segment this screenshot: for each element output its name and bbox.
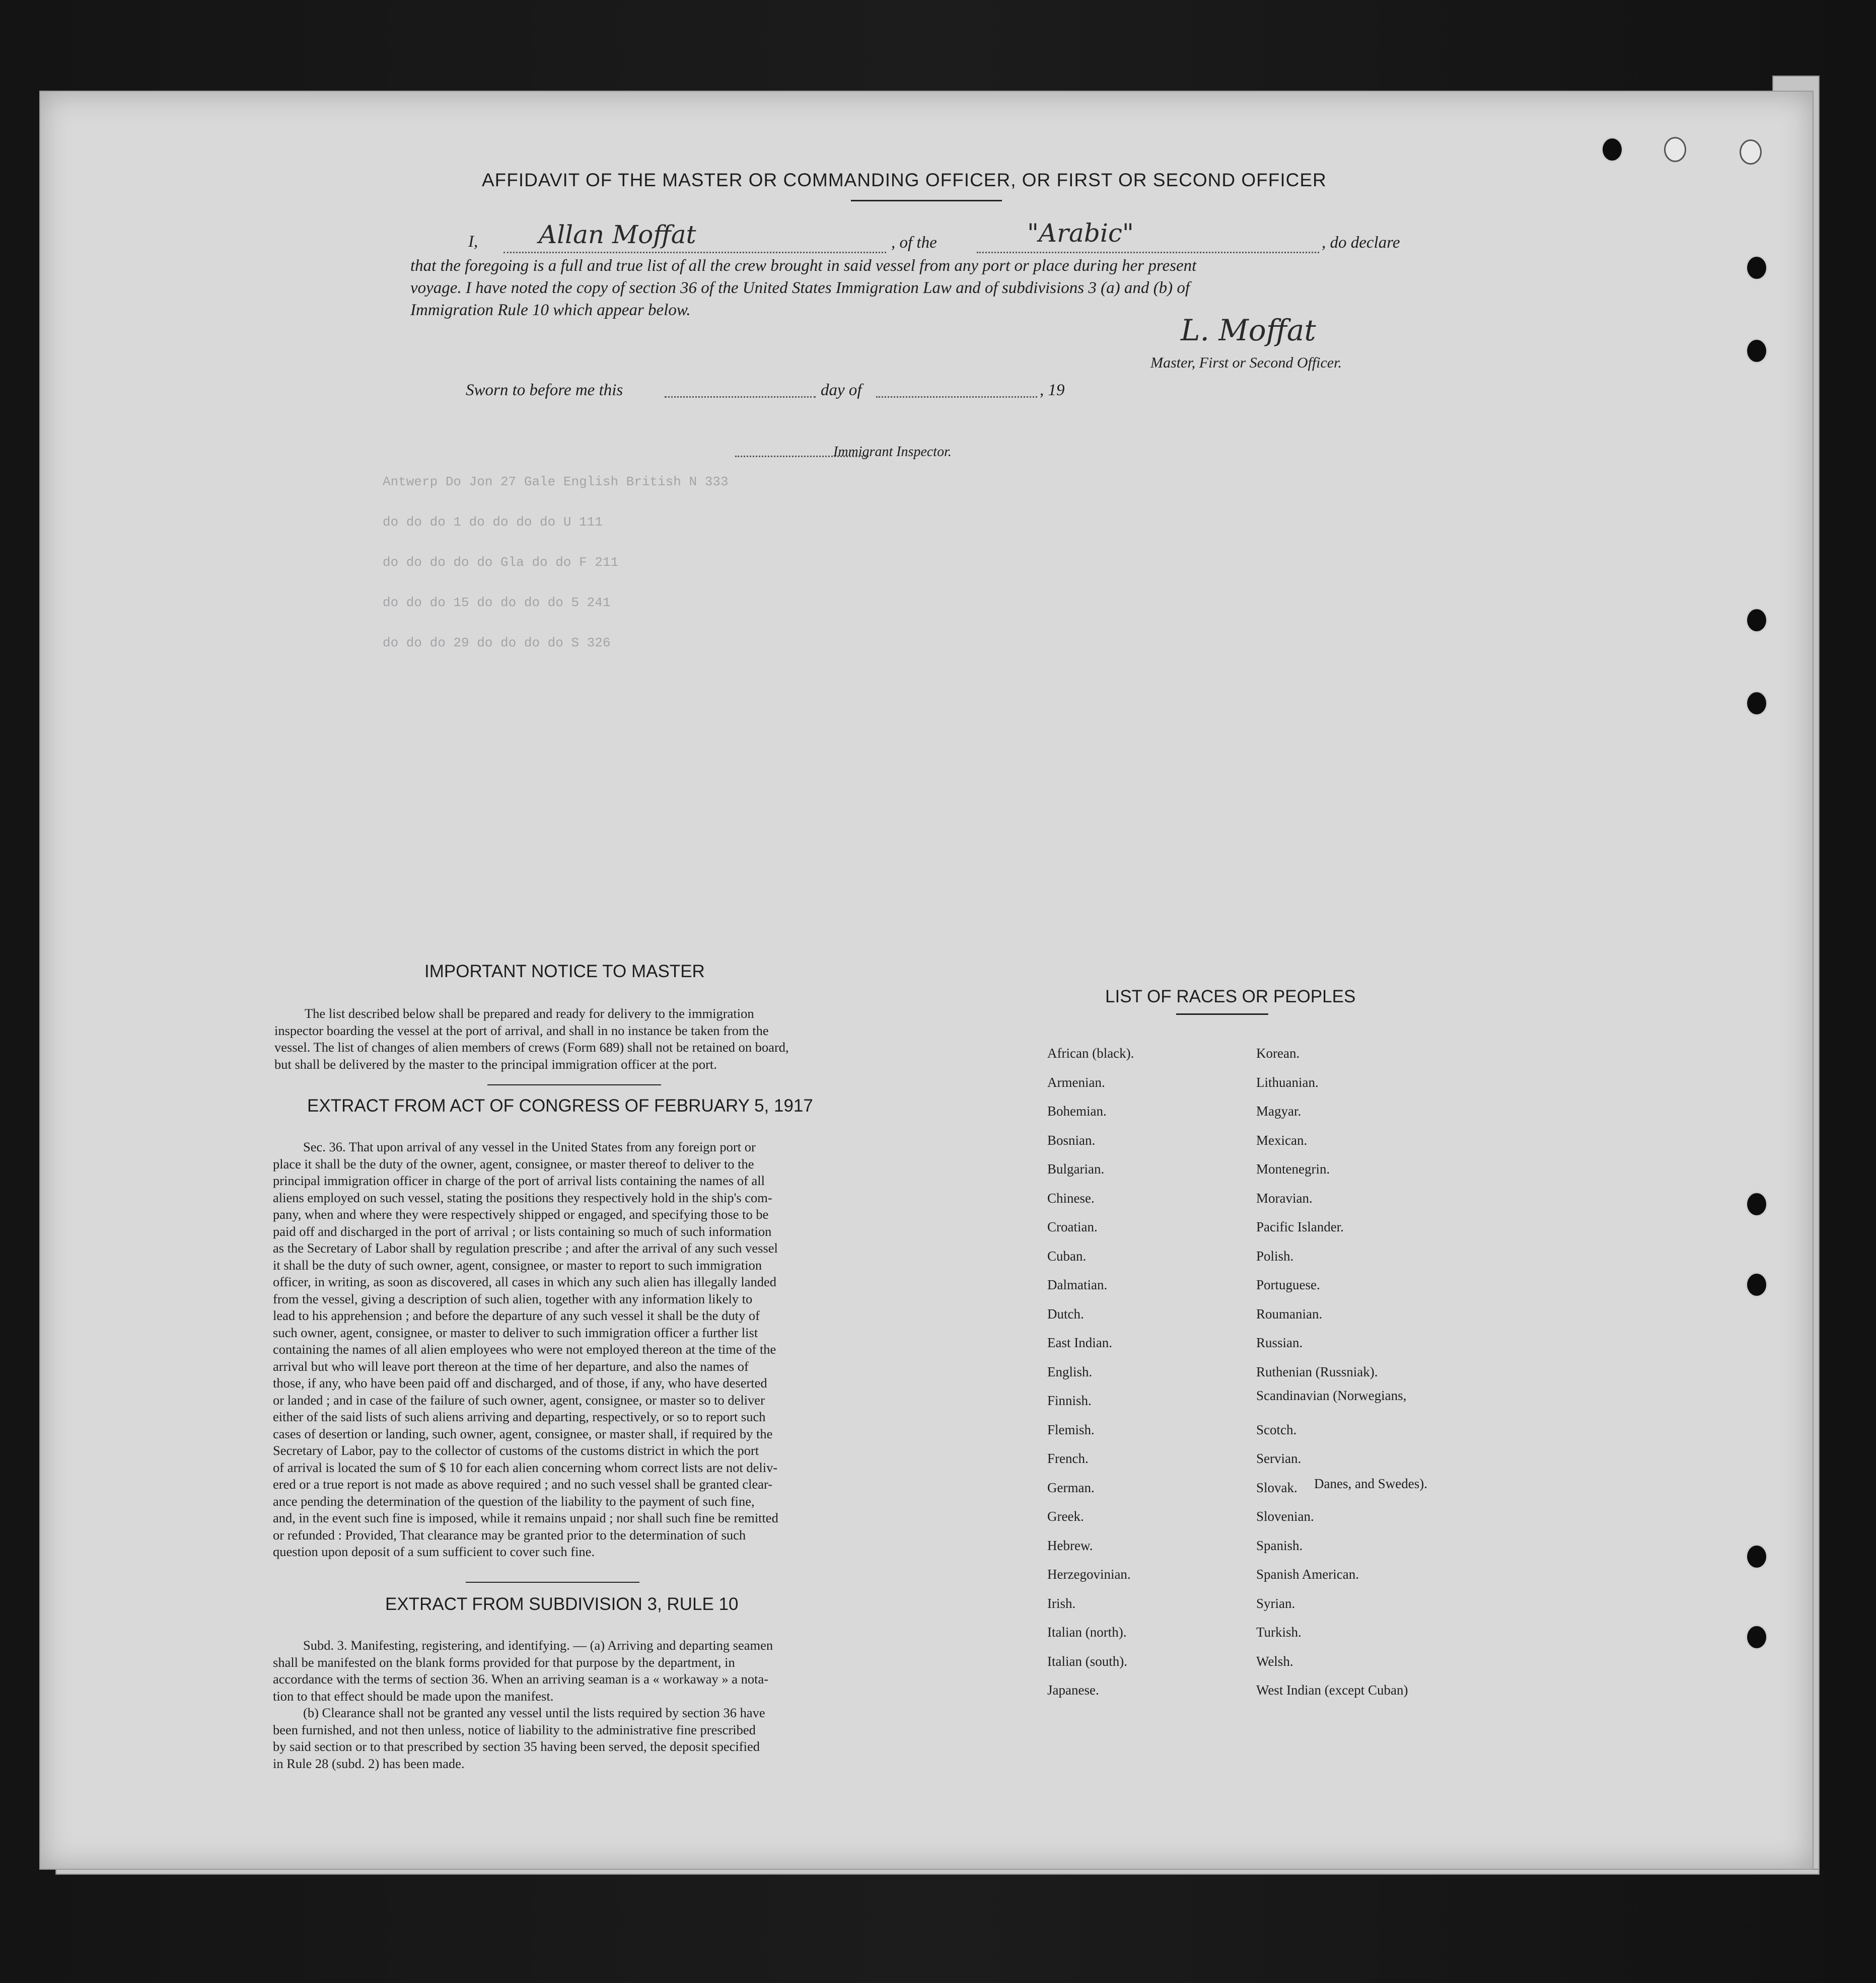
race-entry: Russian. (1256, 1335, 1303, 1350)
affidavit-line-4: Immigration Rule 10 which appear below. (410, 301, 691, 319)
race-entry: Scotch. (1256, 1422, 1297, 1437)
act-line: ered or a true report is not made as above required ; and no such vessel shall be granted clear- (273, 1477, 773, 1492)
race-entry: Greek. (1047, 1509, 1084, 1524)
rule-line: shall be manifested on the blank forms provided for that purpose by the department, in (273, 1654, 735, 1670)
act-line: arrival but who will leave port thereon at the time of her departure, and also the names of (273, 1358, 749, 1374)
rule-line: (b) Clearance shall not be granted any vessel until the lists required by section 36 have (303, 1705, 765, 1720)
title-rule (851, 200, 1002, 201)
affidavit-line-3: voyage. I have noted the copy of section 36 of the United States Immigration Law and of subdivisions 3 (a) and (b) of (410, 279, 1190, 297)
act-line: either of the said lists of such aliens arriving and departing, respectively, or so to report such (273, 1409, 766, 1424)
act-line: containing the names of all alien employees who were not employed thereon at the time of the (273, 1342, 776, 1357)
act-line: pany, when and where they were respectively shipped or engaged, and specifying those to be (273, 1207, 769, 1222)
races-title (1105, 987, 1355, 1007)
binder-hole (1746, 1625, 1768, 1650)
race-entry: Danes, and Swedes). (1314, 1476, 1427, 1491)
rule-line: by said section or to that prescribed by section 35 having been served, the deposit specified (273, 1739, 760, 1754)
race-entry: Lithuanian. (1256, 1074, 1319, 1090)
race-entry: Montenegrin. (1256, 1161, 1330, 1177)
race-entry: Slovak. (1256, 1480, 1297, 1495)
binder-hole (1601, 137, 1623, 162)
races-title-pre: LIST OF (1105, 987, 1177, 1006)
act-line: Sec. 36. That upon arrival of any vessel in the United States from any foreign port or (303, 1139, 756, 1154)
rule-line: in Rule 28 (subd. 2) has been made. (273, 1755, 465, 1771)
act-line: lead to his apprehension ; and before the departure of any such vessel it shall be the duty of (273, 1308, 760, 1323)
rule-title: EXTRACT FROM SUBDIVISION 3, RULE 10 (385, 1594, 739, 1614)
act-line: ance pending the determination of the question of the liability to the payment of such fine, (273, 1493, 755, 1509)
race-entry: Japanese. (1047, 1682, 1099, 1698)
bleed-through-row: Antwerp Do Jon 27 Gale English British N 333 (383, 474, 729, 489)
act-line: question upon deposit of a sum sufficient to cover such fine. (273, 1544, 595, 1559)
manifest-page (39, 91, 1814, 1870)
master-signature-label: Master, First or Second Officer. (1150, 354, 1342, 371)
sworn-label: Sworn to before me this (466, 381, 623, 399)
binder-hole (1746, 255, 1768, 280)
race-entry: Magyar. (1256, 1104, 1302, 1119)
act-line: aliens employed on such vessel, stating the positions they respectively hold in the ship's com- (273, 1190, 772, 1205)
race-entry: Irish. (1047, 1595, 1076, 1611)
act-line: place it shall be the duty of the owner, agent, consignee, or master thereof to deliver to the (273, 1156, 754, 1171)
act-line: of arrival is located the sum of $ 10 for each alien concerning whom correct lists are not deliv- (273, 1459, 778, 1475)
inspector-label: Immigrant Inspector. (833, 444, 952, 460)
notice-rule (487, 1084, 661, 1085)
race-entry: Italian (south). (1047, 1653, 1127, 1669)
notice-line: The list described below shall be prepared and ready for delivery to the immigration (305, 1006, 754, 1021)
race-entry: Finnish. (1047, 1393, 1092, 1408)
race-entry: French. (1047, 1451, 1089, 1466)
race-entry: Servian. (1256, 1451, 1302, 1466)
bleed-through-row: do do do 29 do do do do S 326 (383, 635, 611, 650)
race-entry: Syrian. (1256, 1595, 1295, 1611)
master-name-handwritten: Allan Moffat (539, 220, 696, 249)
binder-hole (1664, 137, 1686, 162)
race-entry: Pacific Islander. (1256, 1219, 1344, 1234)
rule-line: Subd. 3. Manifesting, registering, and identifying. — (a) Arriving and departing seamen (303, 1638, 773, 1653)
act-body (273, 1139, 910, 1561)
bleed-through-row: do do do 1 do do do do U 111 (383, 515, 603, 530)
race-entry: Scandinavian (Norwegians, (1256, 1388, 1407, 1403)
affidavit-do-declare: , do declare (1322, 234, 1400, 252)
race-entry: African (black). (1047, 1046, 1134, 1061)
race-entry: Bohemian. (1047, 1104, 1107, 1119)
race-entry: Roumanian. (1256, 1306, 1323, 1321)
act-line: as the Secretary of Labor shall by regulation prescribe ; and after the arrival of any such vessel (273, 1240, 778, 1256)
affidavit-of-the: , of the (891, 234, 937, 252)
race-entry: Spanish. (1256, 1537, 1303, 1553)
affidavit-line-2: that the foregoing is a full and true list of all the crew brought in said vessel from any port or place during her present (410, 257, 1197, 275)
race-entry: Italian (north). (1047, 1625, 1127, 1640)
act-line: or refunded : Provided, That clearance may be granted prior to the determination of such (273, 1527, 746, 1543)
vessel-dotline (977, 252, 1319, 253)
race-entry: Croatian. (1047, 1219, 1098, 1234)
act-rule (466, 1582, 639, 1583)
race-entry: Mexican. (1256, 1132, 1308, 1148)
sworn-day-dotline (665, 396, 816, 398)
notice-body (274, 1005, 909, 1073)
rule-line: tion to that effect should be made upon the manifest. (273, 1688, 554, 1704)
binder-hole (1740, 139, 1762, 165)
act-line: such owner, agent, consignee, or master to deliver to such immigration officer a further list (273, 1325, 758, 1340)
bleed-through-row: do do do do do Gla do do F 211 (383, 555, 619, 570)
race-entry: Herzegovinian. (1047, 1567, 1131, 1582)
race-entry: Portuguese. (1256, 1277, 1320, 1292)
bleed-through-row: do do do 15 do do do do 5 241 (383, 595, 611, 610)
notice-line: but shall be delivered by the master to the principal immigration officer at the port. (274, 1056, 717, 1072)
binder-hole (1746, 608, 1768, 633)
race-entry: East Indian. (1047, 1335, 1112, 1350)
rule-line: been furnished, and not then unless, notice of liability to the administrative fine prescribed (273, 1722, 756, 1737)
race-entry: German. (1047, 1480, 1095, 1495)
race-entry: Hebrew. (1047, 1537, 1093, 1553)
act-line: Secretary of Labor, pay to the collector of customs of the customs district in which the port (273, 1443, 759, 1458)
race-entry: Slovenian. (1256, 1509, 1314, 1524)
binder-hole (1746, 691, 1768, 716)
act-line: it shall be the duty of such owner, agent, consignee, or master to report to such immigration (273, 1257, 762, 1273)
affidavit-i: I, (468, 233, 478, 251)
sworn-month-dotline (876, 396, 1037, 398)
act-title: EXTRACT FROM ACT OF CONGRESS OF FEBRUARY 5, 1917 (307, 1096, 813, 1116)
race-entry: Cuban. (1047, 1248, 1087, 1264)
race-entry: Welsh. (1256, 1653, 1293, 1669)
vessel-name-handwritten: "Arabic" (1027, 218, 1134, 248)
race-entry: Spanish American. (1256, 1567, 1359, 1582)
race-entry: Polish. (1256, 1248, 1294, 1264)
race-entry: English. (1047, 1364, 1093, 1379)
day-of-label: day of (821, 381, 862, 399)
races-title-mid: RACES OR (1176, 987, 1268, 1015)
race-entry: Armenian. (1047, 1074, 1105, 1090)
act-line: from the vessel, giving a description of such alien, together with any information likely to (273, 1291, 753, 1306)
race-entry: Bosnian. (1047, 1132, 1096, 1148)
race-entry: Dalmatian. (1047, 1277, 1108, 1292)
act-line: paid off and discharged in the port of arrival ; or lists containing so much of such information (273, 1223, 772, 1239)
race-entry: Ruthenian (Russniak). (1256, 1364, 1378, 1379)
binder-hole (1746, 1272, 1768, 1297)
race-entry: Moravian. (1256, 1190, 1313, 1206)
race-entry: Dutch. (1047, 1306, 1084, 1321)
name-dotline (503, 252, 886, 253)
rule-body (273, 1637, 910, 1772)
race-entry: Flemish. (1047, 1422, 1095, 1437)
rule-line: accordance with the terms of section 36. When an arriving seaman is a « workaway » a nota- (273, 1671, 769, 1686)
notice-line: inspector boarding the vessel at the port of arrival, and shall in no instance be taken from the (274, 1022, 769, 1038)
binder-hole (1746, 338, 1768, 363)
races-title-post: PEOPLES (1268, 987, 1356, 1006)
act-line: or landed ; and in case of the failure of such owner, agent, consignee, or master so to deliver (273, 1392, 765, 1408)
binder-hole (1746, 1192, 1768, 1217)
year-label: , 19 (1040, 381, 1065, 399)
notice-title: IMPORTANT NOTICE TO MASTER (424, 962, 705, 981)
race-entry: Bulgarian. (1047, 1161, 1105, 1177)
affidavit-title: AFFIDAVIT OF THE MASTER OR COMMANDING OFFICER, OR FIRST OR SECOND OFFICER (482, 170, 1327, 190)
act-line: cases of desertion or landing, such owner, agent, consignee, or master shall, if required by the (273, 1426, 773, 1441)
race-entry: Korean. (1256, 1046, 1300, 1061)
act-line: principal immigration officer in charge of the port of arrival lists containing the names of all (273, 1173, 765, 1188)
master-signature: L. Moffat (1181, 313, 1316, 347)
act-line: and, in the event such fine is imposed, while it remains unpaid ; nor shall such fine be remitted (273, 1510, 778, 1525)
act-line: officer, in writing, as soon as discovered, all cases in which any such alien has illegally landed (273, 1274, 777, 1289)
race-entry: Chinese. (1047, 1190, 1095, 1206)
race-entry: Turkish. (1256, 1625, 1302, 1640)
race-entry: West Indian (except Cuban) (1256, 1682, 1408, 1698)
notice-line: vessel. The list of changes of alien members of crews (Form 689) shall not be retained on board, (274, 1040, 789, 1055)
binder-hole (1746, 1544, 1768, 1569)
act-line: those, if any, who have been paid off and discharged, and of those, if any, who have deserted (273, 1375, 767, 1390)
